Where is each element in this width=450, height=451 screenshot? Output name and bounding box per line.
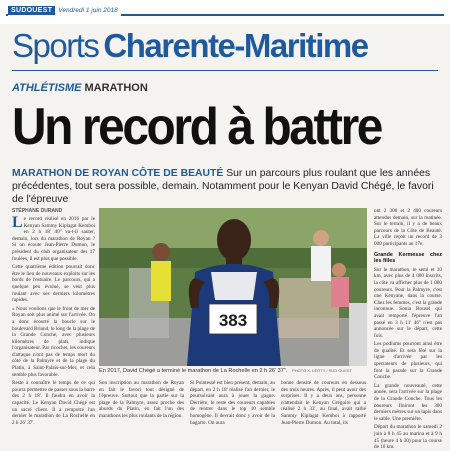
article-column-mid-3 bbox=[281, 380, 366, 444]
masthead-brand: SUDOUEST bbox=[8, 6, 55, 15]
section-title-region: Charente-Maritime bbox=[103, 27, 368, 64]
masthead bbox=[8, 5, 121, 16]
paragraph: Départ du marathon le samedi 2 juin à 8 h 45 au marina et à 9 h 45 (heure 4 h 30) pour la course de 10 km. bbox=[374, 424, 442, 451]
section-title-sports: Sports bbox=[12, 27, 99, 64]
paragraph: La grande nouveauté, cette année, sera l'arrivée sur la plage de la Grande Conche. Tous les coureurs finiront les 300 derniers mètres sur un tapis dans le sable. Une première. bbox=[374, 382, 442, 422]
paragraph: Son inscription au marathon de Royan en fait le favori tout désigné de l'épreuve. Surtout que la partie sur la plage de la Palmyre, assez proche des abords du Platin, en fait l'un des marathons les plus roulants de la région. bbox=[99, 380, 184, 419]
paragraph: Sur le marathon, le semi et 10 km, avec plus de 4 000 inscrits, la côte va afficher plus de 1 000 coureurs. Pour la Palmyre, c'est une Kenyane, dans la course. Chez les femmes, c'est la grande inconnue. Sonia Rousel qui avait remporté l'épreuve l'an passé en 3 h 11' 46'' n'est pas annoncée sur le départ, cette fois. bbox=[374, 266, 442, 339]
paragraph: ont 2 300 et 2 400 coureurs attendus demain, sur la matinée. Sur le terrain, il y a de beaux parcours de la Côte de Beauté. La ville reçoit un record de 3 000 participants au 17e. bbox=[374, 208, 442, 247]
masthead-date: Vendredi 1 juin 2018 bbox=[58, 7, 118, 14]
subheading: Grande Kermesse chez les filles bbox=[374, 251, 442, 265]
article-column-left bbox=[12, 216, 95, 442]
paragraph: Cette quatrième édition pourrait donc être le lieu de nouveaux exploits sur les bords de l'estuaire. Le parcours, qui a quelque peu évolué, se veut plus roulant avec ses derniers kilomètres rapides. bbox=[12, 264, 95, 304]
runner-photo bbox=[99, 208, 367, 366]
byline: STÉPHANE DURAND bbox=[12, 208, 63, 214]
photo-credit: PHOTO X. LÉOTY / SUD OUEST bbox=[292, 368, 352, 373]
paragraph: e record réalisé en 2016 par le Kenyan Sammy Kiplagat Kemboi en 2 h 18' 40'' va-t-il sauter, demain, lors du marathon de Royan ? Si on écoute Jean-Pierre Dumon, le président du club organisateur des 17 foulées, il est plus que possible. bbox=[12, 216, 95, 262]
standfirst-lead: MARATHON DE ROYAN CÔTE DE BEAUTÉ bbox=[12, 168, 224, 179]
paragraph: bonne densité de coureurs en dessous des trois heures. Après, il peut avoir des surprises. Il y a deux ans, personne n'attendait le Kenyan Grégoire qui a réalisé 2 h 33', au final, avait rallié Sammy Kiplagat Kemboi à rapporté Jean-Pierre Dumon. Au total, ils bbox=[281, 380, 366, 426]
kicker-discipline: MARATHON bbox=[84, 82, 148, 94]
drop-cap: L bbox=[12, 214, 23, 231]
paragraph: Reste à connaître le temps de ce qui pourra permettre de passer sous la barre des 2 h 18'. Il faudra en avoir la capacité. Le Kenyan David Chégé est un sacré client. Il a remporté l'an dernier le marathon de La Rochelle en 2 h 26' 37'. bbox=[12, 380, 95, 426]
article-column-right bbox=[374, 208, 442, 451]
top-bar bbox=[0, 0, 450, 24]
article-column-mid-1 bbox=[99, 380, 184, 444]
kicker-sport: ATHLÉTISME bbox=[12, 82, 82, 94]
paragraph: Les podiums pourront ainsi être de qualité. Et sera fêté sur la ligne d'arrivée par les spectateurs de plusieurs, qui font la parade sur la Grande Conche. bbox=[374, 341, 442, 381]
article-column-mid-2 bbox=[190, 380, 275, 444]
paragraph: Si Pointessé est bien présent, demain, au départ, en 2 h 18' réalisé l'an dernier, le poursuivant aura à jouer la gagne. Derrière, le reste des coureurs capables de rentrer dans le top 10 semble homogène. Il devrait donc y avoir de la bagarre. On aura bbox=[190, 380, 275, 426]
standfirst-text: Sur un parcours plus roulant que les années précédentes, tout sera possible, demain. Notamment pour le Kenyan David Chégé, le favori de l'épreuve bbox=[12, 168, 434, 205]
photo-caption bbox=[99, 368, 367, 374]
bib-number: 383 bbox=[218, 311, 248, 330]
caption-text: En 2017, David Chégé a terminé le marathon de La Rochelle en 2 h 26' 37''. bbox=[99, 368, 288, 374]
paragraph: « Nous voulions que le front de mer de Royan soit plus animé sur l'arrivée. On a donc écourté la boucle sur le boulevard Briand, le long de la plage de la Grande Conche, avec plusieurs kilomètres de plats, indique l'organisateur. Par ricochet, les coureurs d'attaque n'ont pas de temps mort du côté de la Palmyre et de la plage du Platin, à Saint-Palais-sur-Mer, et cela semble plus favorable. bbox=[12, 305, 95, 378]
section-rule bbox=[12, 70, 438, 71]
standfirst bbox=[12, 167, 440, 206]
kicker bbox=[12, 82, 148, 94]
runner-photo-illustration bbox=[99, 208, 367, 366]
headline: Un record à battre bbox=[12, 98, 382, 156]
section-title bbox=[12, 27, 368, 65]
